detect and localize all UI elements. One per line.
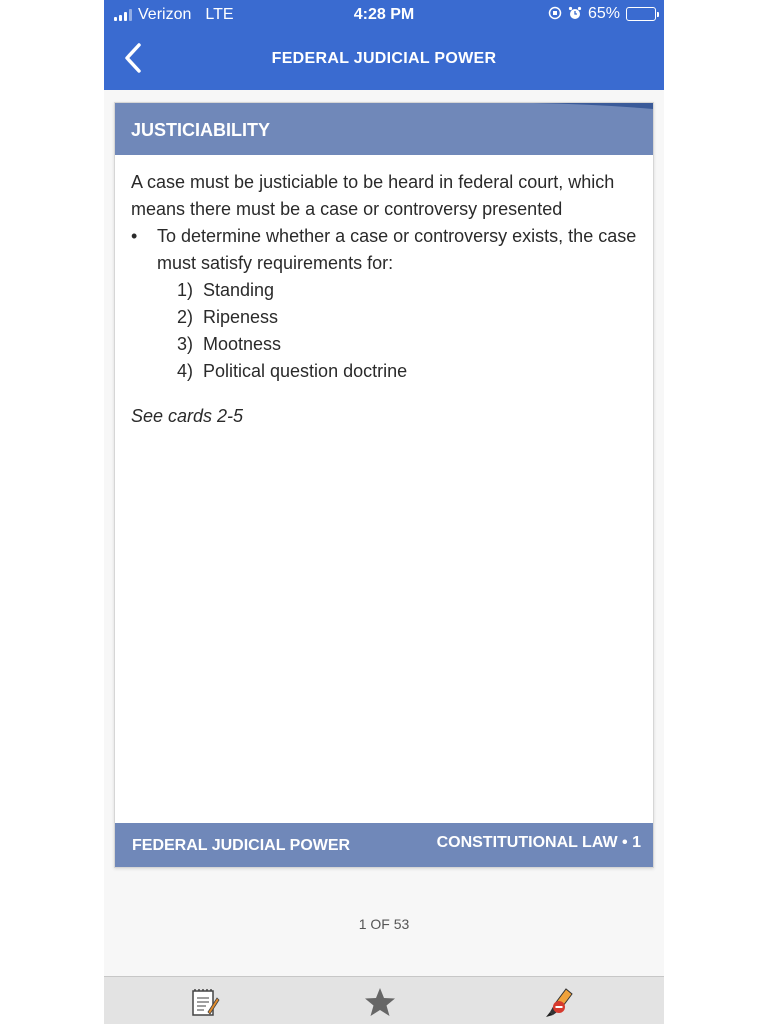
card-header: [115, 103, 653, 155]
app-screen: [104, 0, 664, 1024]
header-swoosh-decoration: [533, 103, 653, 113]
card-body: [131, 169, 643, 430]
notes-icon: [190, 986, 220, 1018]
page-counter: 1 OF 53: [358, 916, 410, 932]
bottom-toolbar: [104, 976, 664, 1024]
carrier-name: Verizon: [138, 6, 192, 23]
page-title: FEDERAL JUDICIAL POWER: [271, 50, 497, 67]
card-title: JUSTICIABILITY: [131, 120, 271, 140]
status-right: [548, 5, 656, 23]
list-item: 2) Ripeness: [177, 307, 279, 327]
highlight-button[interactable]: [542, 985, 576, 1019]
list-item: 3) Mootness: [177, 334, 282, 354]
content-area: [104, 90, 664, 976]
alarm-icon: [568, 6, 582, 23]
status-time: 4:28 PM: [353, 6, 415, 23]
status-bar: [104, 0, 664, 30]
app-header: [104, 0, 664, 90]
see-also-note: See cards 2-5: [131, 406, 244, 426]
highlighter-icon: [542, 985, 576, 1019]
requirements-list: [177, 277, 643, 385]
flashcard[interactable]: [114, 102, 654, 868]
list-item: 4) Political question doctrine: [177, 361, 408, 381]
card-intro: A case must be justiciable to be heard in federal court, which means there must be a case or controversy presented: [131, 172, 615, 219]
footer-subject: CONSTITUTIONAL LAW • 1: [436, 834, 641, 851]
bullet-text: To determine whether a case or controversy exists, the case must satisfy requirements for:: [157, 226, 637, 273]
orientation-lock-icon: [548, 6, 562, 23]
favorite-button[interactable]: [363, 985, 397, 1019]
bullet-marker: •: [131, 226, 138, 246]
network-type: LTE: [205, 6, 234, 23]
notes-button[interactable]: [188, 985, 222, 1019]
footer-chapter: FEDERAL JUDICIAL POWER: [132, 837, 351, 854]
star-icon: [364, 986, 396, 1018]
card-footer: [115, 823, 653, 867]
battery-icon: [626, 7, 656, 21]
card-bullet: [131, 223, 643, 277]
list-item: 1) Standing: [177, 280, 275, 300]
battery-percent: 65%: [587, 5, 620, 22]
nav-bar: [104, 30, 664, 90]
